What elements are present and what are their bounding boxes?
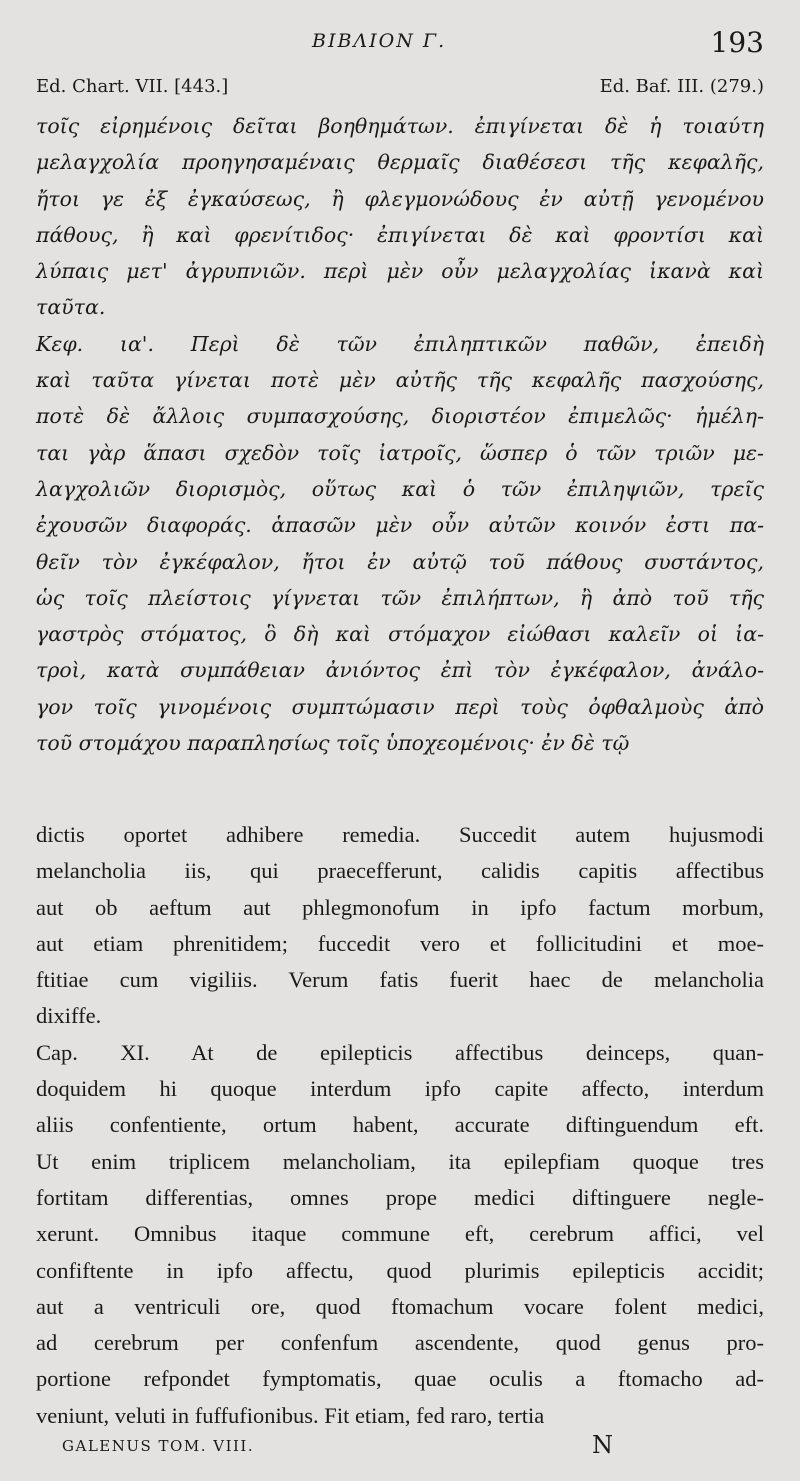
latin-text-line: veniunt, veluti in fuffufionibus. Fit etiam, fed raro, tertia	[36, 1402, 545, 1428]
signature-label: GALENUS TOM. VIII.	[62, 1437, 255, 1455]
latin-text-line: xerunt. Omnibus itaque commune eft, cerebrum affici, vel	[36, 1221, 764, 1247]
greek-text-line: λαγχολιῶν διορισμὸς, οὕτως καὶ ὁ τῶν ἐπιληψιῶν, τρεῖς	[36, 476, 764, 501]
signature-mark: N	[592, 1431, 613, 1459]
greek-text-line: ἐχουσῶν διαφοράς. ἁπασῶν μὲν οὖν αὐτῶν κοινόν ἐστι πα-	[36, 513, 764, 538]
edition-chart-ref: Ed. Chart. VII. [443.]	[36, 76, 229, 97]
greek-text-line: καὶ ταῦτα γίνεται ποτὲ μὲν αὐτῆς τῆς κεφαλῆς πασχούσης,	[36, 368, 764, 393]
latin-text-line: doquidem hi quoque interdum ipfo capite affecto, interdum	[36, 1076, 764, 1102]
greek-text-line: ὡς τοῖς πλείστοις γίγνεται τῶν ἐπιλήπτων, ἢ ἀπὸ τοῦ τῆς	[36, 585, 764, 610]
greek-text-line: ταῦτα.	[36, 295, 106, 320]
latin-text-line: aut ob aeftum aut phlegmonofum in ipfo factum morbum,	[36, 894, 764, 920]
greek-text-line: ἤτοι γε ἐξ ἐγκαύσεως, ἢ φλεγμονώδους ἐν αὐτῇ γενομένου	[36, 186, 764, 211]
running-head	[0, 26, 800, 62]
signature-line	[62, 1431, 762, 1467]
greek-text-line: μελαγχολία προηγησαμέναις θερμαῖς διαθέσεσι τῆς κεφαλῆς,	[36, 150, 764, 175]
latin-text-line: ad cerebrum per confenfum ascendente, quod genus pro-	[36, 1330, 764, 1356]
latin-text-line: dictis oportet adhibere remedia. Succedit autem hujusmodi	[36, 822, 764, 847]
book-title: BIBΛIΟΝ Γ.	[312, 30, 447, 52]
greek-text-line: γον τοῖς γινομένοις συμπτώμασιν περὶ τοὺς ὀφθαλμοὺς ἀπὸ	[36, 694, 764, 719]
latin-text-line: confiftente in ipfo affectu, quod plurimis epilepticis accidit;	[36, 1257, 764, 1283]
greek-text-block	[36, 108, 764, 761]
latin-text-line: aliis confentiente, ortum habent, accurate diftinguendum eft.	[36, 1112, 764, 1138]
edition-references	[36, 76, 764, 104]
greek-text-line: θεῖν τὸν ἐγκέφαλον, ἤτοι ἐν αὐτῷ τοῦ πάθους συστάντος,	[36, 549, 764, 574]
latin-text-line: Ut enim triplicem melancholiam, ita epilepfiam quoque tres	[36, 1148, 764, 1174]
greek-text-line: Κεφ. ια'. Περὶ δὲ τῶν ἐπιληπτικῶν παθῶν, ἐπειδὴ	[36, 331, 764, 356]
greek-text-line: λύπαις μετ' ἀγρυπνιῶν. περὶ μὲν οὖν μελαγχολίας ἱκανὰ καὶ	[36, 259, 764, 284]
latin-text-line: Cap. XI. At de epilepticis affectibus deinceps, quan-	[36, 1039, 764, 1065]
greek-text-line: πάθους, ἢ καὶ φρενίτιδος· ἐπιγίνεται δὲ καὶ φροντίσι καὶ	[36, 222, 764, 247]
latin-text-line: aut a ventriculi ore, quod ftomachum vocare folent medici,	[36, 1293, 764, 1319]
latin-text-line: aut etiam phrenitidem; fuccedit vero et follicitudini et moe-	[36, 930, 764, 956]
latin-text-line: melancholia iis, qui praecefferunt, calidis capitis affectibus	[36, 858, 764, 884]
latin-text-line: fortitam differentias, omnes prope medici diftinguere negle-	[36, 1184, 764, 1210]
latin-text-line: ftitiae cum vigiliis. Verum fatis fuerit haec de melancholia	[36, 967, 764, 993]
greek-text-line: ποτὲ δὲ ἄλλοις συμπασχούσης, διοριστέον ἐπιμελῶς· ἠμέλη-	[36, 404, 764, 429]
greek-text-line: γαστρὸς στόματος, ὃ δὴ καὶ στόμαχον εἰώθασι καλεῖν οἱ ἰα-	[36, 622, 764, 647]
greek-text-line: τροὶ, κατὰ συμπάθειαν ἀνιόντος ἐπὶ τὸν ἐγκέφαλον, ἀνάλο-	[36, 658, 764, 683]
greek-text-line: ται γὰρ ἅπασι σχεδὸν τοῖς ἰατροῖς, ὥσπερ ὁ τῶν τριῶν με-	[36, 440, 764, 465]
latin-text-line: portione refpondet fymptomatis, quae oculis a ftomacho ad-	[36, 1366, 764, 1392]
page-number: 193	[710, 26, 764, 59]
greek-text-line: τοῖς εἰρημένοις δεῖται βοηθημάτων. ἐπιγίνεται δὲ ἡ τοιαύτη	[36, 114, 764, 138]
latin-text-line: dixiffe.	[36, 1003, 102, 1029]
latin-text-block	[36, 817, 764, 1434]
edition-bas-ref: Ed. Baf. III. (279.)	[599, 76, 764, 97]
greek-text-line: τοῦ στομάχου παραπλησίως τοῖς ὑποχεομένοις· ἐν δὲ τῷ	[36, 731, 630, 756]
